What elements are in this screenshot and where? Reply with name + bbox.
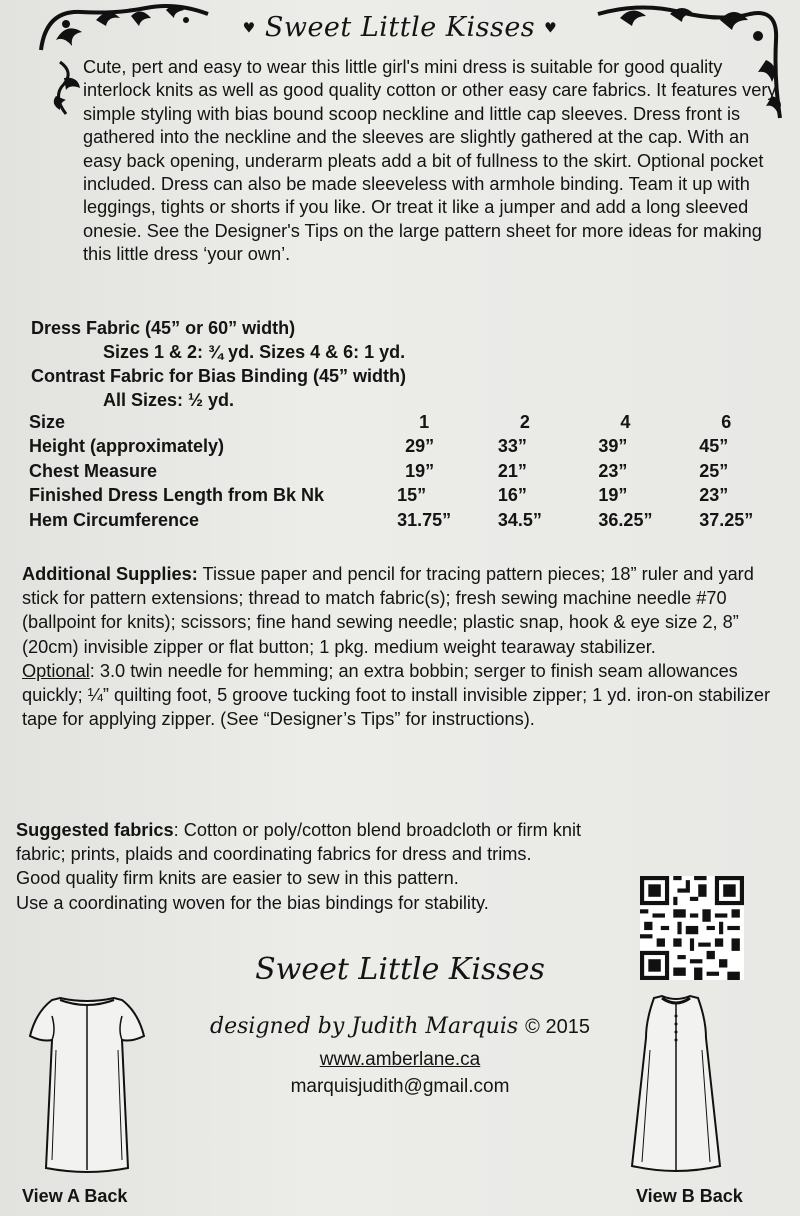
- cell: 37.25”: [699, 509, 754, 530]
- suggested-label: Suggested fabrics: [16, 820, 174, 840]
- cell: 23”: [699, 485, 729, 506]
- heart-icon: ♥: [544, 20, 558, 37]
- optional-label: Optional: [22, 660, 90, 681]
- supplies-label: Additional Supplies:: [22, 564, 198, 584]
- page-title: [0, 12, 800, 43]
- row-label: Height (approximately): [29, 436, 225, 457]
- cell: 1: [419, 411, 430, 432]
- optional-paragraph: [22, 659, 782, 732]
- suggested-line: fabric; prints, plaids and coordinating fabrics for dress and trims.: [16, 844, 532, 865]
- brand-name: Sweet Little Kisses: [255, 952, 545, 987]
- supplies-paragraph: [22, 562, 782, 659]
- cell: 19”: [598, 485, 628, 506]
- cell: 29”: [405, 436, 435, 457]
- title-text: Sweet Little Kisses: [264, 12, 536, 43]
- website-link[interactable]: www.amberlane.ca: [319, 1049, 481, 1070]
- table-row: [29, 435, 800, 460]
- cell: 23”: [598, 460, 628, 481]
- cell: 2: [519, 411, 530, 432]
- qr-code-icon[interactable]: [640, 876, 744, 980]
- designer-text: designed by Judith Marquis: [210, 1014, 519, 1039]
- row-label: Hem Circumference: [29, 509, 200, 530]
- row-label: Chest Measure: [29, 460, 158, 481]
- cell: 25”: [699, 460, 729, 481]
- cell: 31.75”: [397, 509, 452, 530]
- intro-paragraph: Cute, pert and easy to wear this little girl's mini dress is suitable for good quality interlock knits as well as good quality cotton or other easy care fabrics. It features very simple styling with bias bound scoop neckline and little cap sleeves. Dress front is gathered into the neckline and the sleeves are slightly gathered at the cap. With an easy back opening, underarm pleats add a bit of fullness to the skirt. Optional pocket included. Dress can also be made sleeveless with armhole binding. Team it up with leggings, tights or shorts if you like. Or treat it like a jumper and add a long sleeved onesie. See the Designer's Tips on the large pattern sheet for more ideas for making this little dress ‘your own’.: [83, 57, 777, 265]
- cell: 19”: [405, 460, 435, 481]
- cell: 36.25”: [598, 509, 653, 530]
- view-b-back-drawing: [624, 990, 728, 1180]
- cell: 39”: [598, 436, 628, 457]
- suggested-line: Good quality firm knits are easier to sew in this pattern.: [16, 868, 459, 889]
- suggested-text: : Cotton or poly/cotton blend broadcloth or firm knit: [173, 820, 582, 840]
- cell: 33”: [497, 436, 527, 457]
- row-label: Finished Dress Length from Bk Nk: [29, 485, 325, 506]
- table-row: [29, 459, 800, 484]
- suggested-line: [16, 818, 786, 842]
- cell: 45”: [699, 436, 729, 457]
- row-label: Size: [29, 411, 66, 432]
- cell: 4: [620, 411, 631, 432]
- table-row: [29, 410, 800, 435]
- cell: 16”: [497, 485, 527, 506]
- contrast-fabric-label: Contrast Fabric for Bias Binding (45” width): [31, 366, 407, 386]
- optional-text: : 3.0 twin needle for hemming; an extra bobbin; serger to finish seam allowances quickly; ¼” quilting foot, 5 groove tucking foot to install invisible zipper; 1 yd. iron-on stabilizer tape for applying zipper. (See “Designer’s Tips” for instructions).: [22, 660, 771, 730]
- table-row: [29, 484, 800, 509]
- table-row: [29, 508, 800, 533]
- contrast-fabric-amounts: All Sizes: ½ yd.: [103, 390, 235, 410]
- copyright-text: © 2015: [525, 1016, 590, 1038]
- email-link[interactable]: marquisjudith@gmail.com: [290, 1076, 510, 1097]
- heart-icon: ♥: [242, 20, 256, 37]
- cell: 15”: [397, 485, 427, 506]
- view-a-caption: View A Back: [22, 1186, 128, 1206]
- designer-credit: [160, 1014, 640, 1039]
- view-b-caption: View B Back: [636, 1186, 743, 1206]
- intro-description: [31, 56, 781, 267]
- view-a-back-drawing: [22, 990, 152, 1180]
- cell: 34.5”: [497, 509, 542, 530]
- dress-fabric-amounts: Sizes 1 & 2: ¾ yd. Sizes 4 & 6: 1 yd.: [103, 342, 406, 362]
- suggested-line: Use a coordinating woven for the bias bindings for stability.: [16, 892, 489, 913]
- cell: 21”: [497, 460, 527, 481]
- fabric-requirements: [31, 316, 406, 412]
- dress-fabric-label: Dress Fabric (45” or 60” width): [31, 318, 296, 338]
- cell: 6: [721, 411, 732, 432]
- supplies-text: Tissue paper and pencil for tracing pattern pieces; 18” ruler and yard stick for pattern extensions; thread to match fabric(s); fresh sewing machine needle #70 (ballpoint for knits); scissors; fine hand sewing needle; plastic snap, hook & eye size 2, 8” (20cm) invisible zipper or flat button; 1 pkg. medium weight tearaway stabilizer.: [22, 564, 754, 657]
- additional-supplies: [22, 562, 782, 731]
- size-chart: [29, 410, 800, 533]
